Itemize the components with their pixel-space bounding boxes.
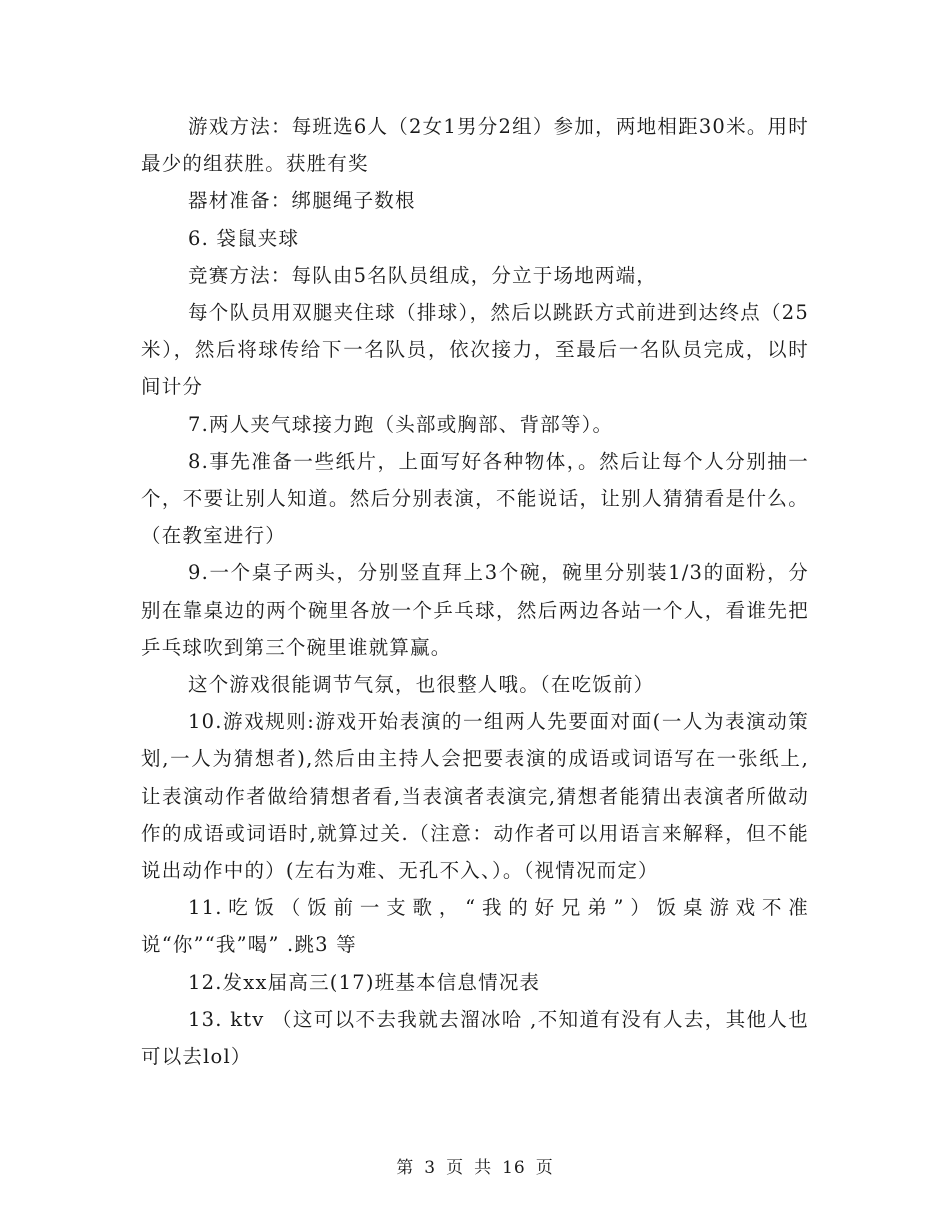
footer-page-word: 页 xyxy=(446,1158,465,1178)
paragraph-item-11: 11.吃饭（饭前一支歌，“我的好兄弟”）饭桌游戏不准说“你”“我”喝” .跳3 等 xyxy=(141,896,809,957)
paragraph-item-10: 10.游戏规则:游戏开始表演的一组两人先要面对面(一人为表演动策划,一人为猜想者),然后由主持人会把要表演的成语或词语写在一张纸上,让表演动作者做给猜想者看,当表演者表演完,猜想者能猜出表演者所做动作的成语或词语时,就算过关.（注意：动作者可以用语言来解释，但不能说出动作中的）(左右为难、无孔不入、）。（视情况而定） xyxy=(141,710,809,883)
paragraph-competition-method: 竞赛方法：每队由5名队员组成，分立于场地两端， xyxy=(188,263,658,287)
document-body xyxy=(141,108,809,1075)
paragraph-item-9-note: 这个游戏很能调节气氛，也很整人哦。（在吃饭前） xyxy=(188,673,655,697)
paragraph-game-method: 游戏方法：每班选6人（2女1男分2组）参加，两地相距30米。用时最少的组获胜。获胜有奖 xyxy=(141,115,809,176)
paragraph-equipment: 器材准备：绑腿绳子数根 xyxy=(188,189,416,213)
footer-prefix: 第 xyxy=(396,1158,415,1178)
footer-total-pages: 16 xyxy=(502,1158,526,1178)
paragraph-kangaroo-heading: 6. 袋鼠夹球 xyxy=(188,226,300,250)
paragraph-item-13: 13. ktv （这可以不去我就去溜冰哈 ,不知道有没有人去，其他人也可以去lol） xyxy=(141,1007,809,1069)
footer-suffix: 页 xyxy=(535,1158,554,1178)
footer-current-page: 3 xyxy=(424,1158,437,1178)
paragraph-item-8: 8.事先准备一些纸片，上面写好各种物体，。然后让每个人分别抽一个，不要让别人知道。然后分别表演，不能说话，让别人猜猜看是什么。（在教室进行） xyxy=(141,449,809,548)
paragraph-kangaroo-rules: 每个队员用双腿夹住球（排球），然后以跳跃方式前进到达终点（25米），然后将球传给下一名队员，依次接力，至最后一名队员完成，以时间计分 xyxy=(141,301,809,399)
paragraph-item-7: 7.两人夹气球接力跑（头部或胸部、背部等）。 xyxy=(188,412,614,436)
paragraph-item-9: 9.一个桌子两头，分别竖直拜上3个碗，碗里分别装1/3的面粉，分别在靠桌边的两个碗里各放一个乒乓球，然后两边各站一个人，看谁先把乒乓球吹到第三个碗里谁就算赢。 xyxy=(141,561,809,659)
paragraph-item-12: 12.发xx届高三(17)班基本信息情况表 xyxy=(188,970,541,994)
page-footer xyxy=(0,1153,950,1178)
footer-total-word: 共 xyxy=(474,1158,493,1178)
